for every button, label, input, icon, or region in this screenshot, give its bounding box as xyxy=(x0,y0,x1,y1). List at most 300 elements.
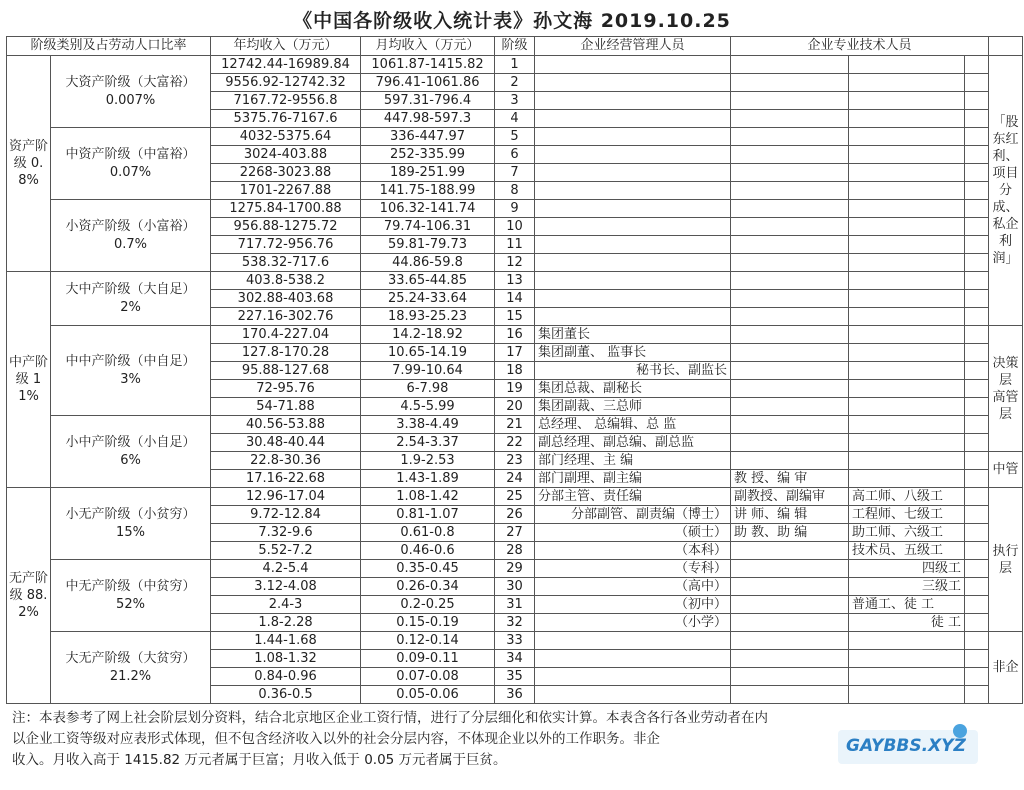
annual-income-cell: 7167.72-9556.8 xyxy=(211,92,361,110)
annual-income-cell: 1.44-1.68 xyxy=(211,632,361,650)
tech-cell: 徒 工 xyxy=(849,614,965,632)
tech-cell xyxy=(849,218,965,236)
spacer-cell xyxy=(965,380,989,398)
mgmt-cell: （硕士） xyxy=(535,524,731,542)
level-cell: 26 xyxy=(495,506,535,524)
annual-income-cell: 127.8-170.28 xyxy=(211,344,361,362)
annual-income-cell: 403.8-538.2 xyxy=(211,272,361,290)
side-label-cell: 决策层 高管层 xyxy=(989,326,1023,452)
main-class-cell: 无产阶级 88.2% xyxy=(7,488,51,704)
spacer-cell xyxy=(965,416,989,434)
monthly-income-cell: 336-447.97 xyxy=(361,128,495,146)
spacer-cell xyxy=(965,128,989,146)
main-class-cell: 中产阶级 11% xyxy=(7,272,51,488)
annual-income-cell: 5.52-7.2 xyxy=(211,542,361,560)
level-cell: 27 xyxy=(495,524,535,542)
tech-cell xyxy=(849,308,965,326)
mgmt-cell: 集团董长 xyxy=(535,326,731,344)
mgmt-cell xyxy=(535,146,731,164)
level-cell: 4 xyxy=(495,110,535,128)
tech-cell xyxy=(849,254,965,272)
tech-cell xyxy=(849,362,965,380)
monthly-income-cell: 189-251.99 xyxy=(361,164,495,182)
spacer-cell xyxy=(965,434,989,452)
mgmt-cell: 部门经理、主 编 xyxy=(535,452,731,470)
mgmt-cell: （本科） xyxy=(535,542,731,560)
spacer-cell xyxy=(965,632,989,650)
tech-cell: 工程师、七级工 xyxy=(849,506,965,524)
annual-income-cell: 227.16-302.76 xyxy=(211,308,361,326)
monthly-income-cell: 18.93-25.23 xyxy=(361,308,495,326)
monthly-income-cell: 3.38-4.49 xyxy=(361,416,495,434)
sub-class-percent: 0.07% xyxy=(109,164,152,180)
monthly-income-cell: 0.2-0.25 xyxy=(361,596,495,614)
page-title: 《中国各阶级收入统计表》孙文海 2019.10.25 xyxy=(293,10,731,32)
level-cell: 18 xyxy=(495,362,535,380)
level-cell: 2 xyxy=(495,74,535,92)
mgmt-cell xyxy=(535,272,731,290)
tech-cell: 高工师、八级工 xyxy=(849,488,965,506)
mgmt-cell: 集团总裁、副秘长 xyxy=(535,380,731,398)
mgmt-cell: （小学） xyxy=(535,614,731,632)
side-label-cell: 非企 xyxy=(989,632,1023,704)
tech-cell xyxy=(849,668,965,686)
tech-cell xyxy=(731,110,849,128)
tech-cell: 助 教、助 编 xyxy=(731,524,849,542)
header-level: 阶级 xyxy=(495,37,535,56)
tech-cell xyxy=(731,128,849,146)
tech-cell xyxy=(731,542,849,560)
tech-cell: 技术员、五级工 xyxy=(849,542,965,560)
tech-cell: 讲 师、编 辑 xyxy=(731,506,849,524)
tech-cell xyxy=(731,596,849,614)
footnote-line: 收入。月收入高于 1415.82 万元者属于巨富；月收入低于 0.05 万元者属于巨贫。 xyxy=(12,752,507,768)
mgmt-cell xyxy=(535,308,731,326)
spacer-cell xyxy=(965,470,989,488)
spacer-cell xyxy=(965,452,989,470)
level-cell: 15 xyxy=(495,308,535,326)
level-cell: 29 xyxy=(495,560,535,578)
mgmt-cell xyxy=(535,182,731,200)
level-cell: 23 xyxy=(495,452,535,470)
spacer-cell xyxy=(965,92,989,110)
annual-income-cell: 1275.84-1700.88 xyxy=(211,200,361,218)
mgmt-cell xyxy=(535,92,731,110)
tech-cell xyxy=(849,632,965,650)
tech-cell xyxy=(731,686,849,704)
annual-income-cell: 1.08-1.32 xyxy=(211,650,361,668)
spacer-cell xyxy=(965,686,989,704)
tech-cell xyxy=(731,668,849,686)
monthly-income-cell: 597.31-796.4 xyxy=(361,92,495,110)
watermark-text: GAYBBS.XYZ xyxy=(846,736,966,756)
level-cell: 7 xyxy=(495,164,535,182)
tech-cell xyxy=(731,380,849,398)
mgmt-cell xyxy=(535,254,731,272)
mgmt-cell: 副总经理、副总编、副总监 xyxy=(535,434,731,452)
monthly-income-cell: 0.07-0.08 xyxy=(361,668,495,686)
spacer-cell xyxy=(965,362,989,380)
spacer-cell xyxy=(965,398,989,416)
level-cell: 20 xyxy=(495,398,535,416)
level-cell: 21 xyxy=(495,416,535,434)
level-cell: 25 xyxy=(495,488,535,506)
level-cell: 31 xyxy=(495,596,535,614)
tech-cell xyxy=(731,614,849,632)
mgmt-cell xyxy=(535,632,731,650)
mgmt-cell: 集团副裁、三总师 xyxy=(535,398,731,416)
monthly-income-cell: 25.24-33.64 xyxy=(361,290,495,308)
header-mgmt: 企业经营管理人员 xyxy=(535,37,731,56)
tech-cell xyxy=(849,416,965,434)
monthly-income-cell: 1.08-1.42 xyxy=(361,488,495,506)
table-row xyxy=(7,56,1023,74)
sub-class-name: 小资产阶级（小富裕） xyxy=(65,218,196,234)
monthly-income-cell: 79.74-106.31 xyxy=(361,218,495,236)
table-row xyxy=(7,560,1023,578)
spacer-cell xyxy=(965,74,989,92)
mgmt-cell: 总经理、 总编辑、总 监 xyxy=(535,416,731,434)
annual-income-cell: 717.72-956.76 xyxy=(211,236,361,254)
annual-income-cell: 956.88-1275.72 xyxy=(211,218,361,236)
sub-class-cell xyxy=(51,272,211,326)
mgmt-cell xyxy=(535,74,731,92)
level-cell: 30 xyxy=(495,578,535,596)
tech-cell xyxy=(731,416,849,434)
sub-class-cell xyxy=(51,560,211,632)
level-cell: 14 xyxy=(495,290,535,308)
spacer-cell xyxy=(965,110,989,128)
spacer-cell xyxy=(965,308,989,326)
level-cell: 11 xyxy=(495,236,535,254)
monthly-income-cell: 7.99-10.64 xyxy=(361,362,495,380)
income-table xyxy=(6,36,1023,704)
tech-cell xyxy=(731,236,849,254)
annual-income-cell: 9556.92-12742.32 xyxy=(211,74,361,92)
annual-income-cell: 22.8-30.36 xyxy=(211,452,361,470)
tech-cell xyxy=(731,92,849,110)
spacer-cell xyxy=(965,326,989,344)
header-tech: 企业专业技术人员 xyxy=(731,37,989,56)
spacer-cell xyxy=(965,614,989,632)
monthly-income-cell: 0.26-0.34 xyxy=(361,578,495,596)
monthly-income-cell: 59.81-79.73 xyxy=(361,236,495,254)
footnote-line: 注：本表参考了网上社会阶层划分资料，结合北京地区企业工资行情，进行了分层细化和依实计算。本表含各行各业劳动者在内 xyxy=(12,710,768,726)
sub-class-name: 小中产阶级（小自足） xyxy=(65,434,196,450)
sub-class-name: 小无产阶级（小贫穷） xyxy=(65,506,196,522)
monthly-income-cell: 0.35-0.45 xyxy=(361,560,495,578)
level-cell: 1 xyxy=(495,56,535,74)
spacer-cell xyxy=(965,488,989,506)
table-row xyxy=(7,416,1023,434)
spacer-cell xyxy=(965,542,989,560)
header-side xyxy=(989,37,1023,56)
level-cell: 10 xyxy=(495,218,535,236)
tech-cell xyxy=(731,200,849,218)
annual-income-cell: 3.12-4.08 xyxy=(211,578,361,596)
sub-class-name: 中中产阶级（中自足） xyxy=(65,353,196,369)
monthly-income-cell: 447.98-597.3 xyxy=(361,110,495,128)
sub-class-cell xyxy=(51,416,211,488)
level-cell: 5 xyxy=(495,128,535,146)
level-cell: 24 xyxy=(495,470,535,488)
spacer-cell xyxy=(965,182,989,200)
tech-cell xyxy=(849,650,965,668)
tech-cell xyxy=(731,182,849,200)
level-cell: 22 xyxy=(495,434,535,452)
spacer-cell xyxy=(965,56,989,74)
sub-class-percent: 0.007% xyxy=(105,92,156,108)
tech-cell xyxy=(731,344,849,362)
level-cell: 33 xyxy=(495,632,535,650)
tech-cell xyxy=(731,650,849,668)
annual-income-cell: 2.4-3 xyxy=(211,596,361,614)
monthly-income-cell: 0.09-0.11 xyxy=(361,650,495,668)
tech-cell xyxy=(731,632,849,650)
mgmt-cell: 秘书长、副监长 xyxy=(535,362,731,380)
side-label-cell: 中管 xyxy=(989,452,1023,488)
tech-cell xyxy=(731,74,849,92)
sub-class-name: 中无产阶级（中贫穷） xyxy=(65,578,196,594)
sub-class-cell xyxy=(51,56,211,128)
tech-cell xyxy=(849,326,965,344)
spacer-cell xyxy=(965,578,989,596)
tech-cell xyxy=(849,74,965,92)
sub-class-name: 大中产阶级（大自足） xyxy=(65,281,196,297)
level-cell: 13 xyxy=(495,272,535,290)
monthly-income-cell: 1061.87-1415.82 xyxy=(361,56,495,74)
mgmt-cell xyxy=(535,56,731,74)
tech-cell xyxy=(849,182,965,200)
tech-cell xyxy=(849,398,965,416)
tech-cell xyxy=(849,56,965,74)
tech-cell xyxy=(849,686,965,704)
tech-cell xyxy=(731,146,849,164)
tech-cell: 四级工 xyxy=(849,560,965,578)
mgmt-cell xyxy=(535,218,731,236)
level-cell: 6 xyxy=(495,146,535,164)
annual-income-cell: 0.36-0.5 xyxy=(211,686,361,704)
mgmt-cell xyxy=(535,200,731,218)
tech-cell xyxy=(849,290,965,308)
monthly-income-cell: 44.86-59.8 xyxy=(361,254,495,272)
mgmt-cell xyxy=(535,290,731,308)
sub-class-cell xyxy=(51,128,211,200)
sub-class-name: 大无产阶级（大贫穷） xyxy=(65,650,196,666)
sub-class-cell xyxy=(51,326,211,416)
tech-cell xyxy=(849,380,965,398)
sub-class-cell xyxy=(51,632,211,704)
spacer-cell xyxy=(965,650,989,668)
level-cell: 8 xyxy=(495,182,535,200)
tech-cell xyxy=(731,254,849,272)
monthly-income-cell: 6-7.98 xyxy=(361,380,495,398)
spacer-cell xyxy=(965,236,989,254)
spacer-cell xyxy=(965,596,989,614)
mgmt-cell: 分部主管、责任编 xyxy=(535,488,731,506)
annual-income-cell: 4032-5375.64 xyxy=(211,128,361,146)
sub-class-cell xyxy=(51,200,211,272)
tech-cell xyxy=(731,290,849,308)
monthly-income-cell: 14.2-18.92 xyxy=(361,326,495,344)
tech-cell: 三级工 xyxy=(849,578,965,596)
tech-cell xyxy=(849,164,965,182)
annual-income-cell: 2268-3023.88 xyxy=(211,164,361,182)
header-class: 阶级类别及占劳动人口比率 xyxy=(7,37,211,56)
tech-cell xyxy=(731,560,849,578)
spacer-cell xyxy=(965,524,989,542)
monthly-income-cell: 1.9-2.53 xyxy=(361,452,495,470)
annual-income-cell: 17.16-22.68 xyxy=(211,470,361,488)
spacer-cell xyxy=(965,254,989,272)
mgmt-cell xyxy=(535,650,731,668)
level-cell: 16 xyxy=(495,326,535,344)
spacer-cell xyxy=(965,506,989,524)
monthly-income-cell: 0.05-0.06 xyxy=(361,686,495,704)
tech-cell xyxy=(849,92,965,110)
level-cell: 3 xyxy=(495,92,535,110)
mgmt-cell xyxy=(535,164,731,182)
tech-cell xyxy=(731,56,849,74)
tech-cell xyxy=(731,398,849,416)
header-annual: 年均收入（万元） xyxy=(211,37,361,56)
mgmt-cell: （高中） xyxy=(535,578,731,596)
tech-cell xyxy=(849,236,965,254)
tech-cell xyxy=(849,452,965,470)
mgmt-cell: （专科） xyxy=(535,560,731,578)
monthly-income-cell: 106.32-141.74 xyxy=(361,200,495,218)
monthly-income-cell: 10.65-14.19 xyxy=(361,344,495,362)
tech-cell xyxy=(731,218,849,236)
tech-cell xyxy=(849,344,965,362)
tech-cell: 副教授、副编审 xyxy=(731,488,849,506)
mgmt-cell xyxy=(535,236,731,254)
spacer-cell xyxy=(965,164,989,182)
spacer-cell xyxy=(965,200,989,218)
tech-cell xyxy=(731,326,849,344)
level-cell: 9 xyxy=(495,200,535,218)
monthly-income-cell: 252-335.99 xyxy=(361,146,495,164)
annual-income-cell: 12.96-17.04 xyxy=(211,488,361,506)
mgmt-cell: 部门副理、副主编 xyxy=(535,470,731,488)
annual-income-cell: 1701-2267.88 xyxy=(211,182,361,200)
monthly-income-cell: 33.65-44.85 xyxy=(361,272,495,290)
annual-income-cell: 3024-403.88 xyxy=(211,146,361,164)
sub-class-percent: 52% xyxy=(116,596,145,612)
tech-cell xyxy=(849,110,965,128)
level-cell: 34 xyxy=(495,650,535,668)
annual-income-cell: 538.32-717.6 xyxy=(211,254,361,272)
tech-cell xyxy=(849,272,965,290)
level-cell: 12 xyxy=(495,254,535,272)
tech-cell xyxy=(849,128,965,146)
level-cell: 19 xyxy=(495,380,535,398)
mgmt-cell: （初中） xyxy=(535,596,731,614)
tech-cell xyxy=(731,308,849,326)
monthly-income-cell: 0.61-0.8 xyxy=(361,524,495,542)
main-class-cell: 资产阶级 0.8% xyxy=(7,56,51,272)
tech-cell xyxy=(731,578,849,596)
sub-class-percent: 15% xyxy=(116,524,145,540)
watermark-logo xyxy=(838,730,978,764)
mgmt-cell: 分部副管、副责编（博士） xyxy=(535,506,731,524)
mgmt-cell xyxy=(535,128,731,146)
annual-income-cell: 5375.76-7167.6 xyxy=(211,110,361,128)
header-monthly: 月均收入（万元） xyxy=(361,37,495,56)
monthly-income-cell: 0.15-0.19 xyxy=(361,614,495,632)
tech-cell xyxy=(731,452,849,470)
header-row xyxy=(7,37,1023,56)
sub-class-percent: 0.7% xyxy=(113,236,148,252)
monthly-income-cell: 0.12-0.14 xyxy=(361,632,495,650)
annual-income-cell: 95.88-127.68 xyxy=(211,362,361,380)
monthly-income-cell: 141.75-188.99 xyxy=(361,182,495,200)
annual-income-cell: 12742.44-16989.84 xyxy=(211,56,361,74)
tech-cell xyxy=(731,362,849,380)
side-label-cell: 「股东红利、项目分成、私企利润」 xyxy=(989,56,1023,326)
annual-income-cell: 72-95.76 xyxy=(211,380,361,398)
annual-income-cell: 302.88-403.68 xyxy=(211,290,361,308)
table-row xyxy=(7,488,1023,506)
sub-class-cell xyxy=(51,488,211,560)
spacer-cell xyxy=(965,146,989,164)
tech-cell xyxy=(849,434,965,452)
mgmt-cell xyxy=(535,686,731,704)
tech-cell xyxy=(849,200,965,218)
footnote-line: 以企业工资等级对应表形式体现，但不包含经济收入以外的社会分层内容，不体现企业以外的工作职务。非企 xyxy=(12,731,660,747)
mgmt-cell xyxy=(535,668,731,686)
side-label-cell: 执行层 xyxy=(989,488,1023,632)
sub-class-percent: 6% xyxy=(120,452,141,468)
tech-cell xyxy=(731,434,849,452)
monthly-income-cell: 0.81-1.07 xyxy=(361,506,495,524)
monthly-income-cell: 1.43-1.89 xyxy=(361,470,495,488)
monthly-income-cell: 0.46-0.6 xyxy=(361,542,495,560)
table-row xyxy=(7,272,1023,290)
monthly-income-cell: 4.5-5.99 xyxy=(361,398,495,416)
annual-income-cell: 9.72-12.84 xyxy=(211,506,361,524)
spacer-cell xyxy=(965,668,989,686)
spacer-cell xyxy=(965,272,989,290)
annual-income-cell: 7.32-9.6 xyxy=(211,524,361,542)
annual-income-cell: 54-71.88 xyxy=(211,398,361,416)
annual-income-cell: 1.8-2.28 xyxy=(211,614,361,632)
level-cell: 28 xyxy=(495,542,535,560)
table-row xyxy=(7,128,1023,146)
annual-income-cell: 4.2-5.4 xyxy=(211,560,361,578)
sub-class-name: 中资产阶级（中富裕） xyxy=(65,146,196,162)
tech-cell xyxy=(731,164,849,182)
annual-income-cell: 30.48-40.44 xyxy=(211,434,361,452)
level-cell: 32 xyxy=(495,614,535,632)
tech-cell xyxy=(849,146,965,164)
annual-income-cell: 40.56-53.88 xyxy=(211,416,361,434)
spacer-cell xyxy=(965,218,989,236)
tech-cell xyxy=(731,272,849,290)
level-cell: 36 xyxy=(495,686,535,704)
tech-cell: 助工师、六级工 xyxy=(849,524,965,542)
spacer-cell xyxy=(965,344,989,362)
annual-income-cell: 170.4-227.04 xyxy=(211,326,361,344)
sub-class-name: 大资产阶级（大富裕） xyxy=(65,74,196,90)
level-cell: 17 xyxy=(495,344,535,362)
tech-cell: 教 授、编 审 xyxy=(731,470,849,488)
level-cell: 35 xyxy=(495,668,535,686)
tech-cell xyxy=(849,470,965,488)
sub-class-percent: 3% xyxy=(120,371,141,387)
sub-class-percent: 2% xyxy=(120,299,141,315)
annual-income-cell: 0.84-0.96 xyxy=(211,668,361,686)
